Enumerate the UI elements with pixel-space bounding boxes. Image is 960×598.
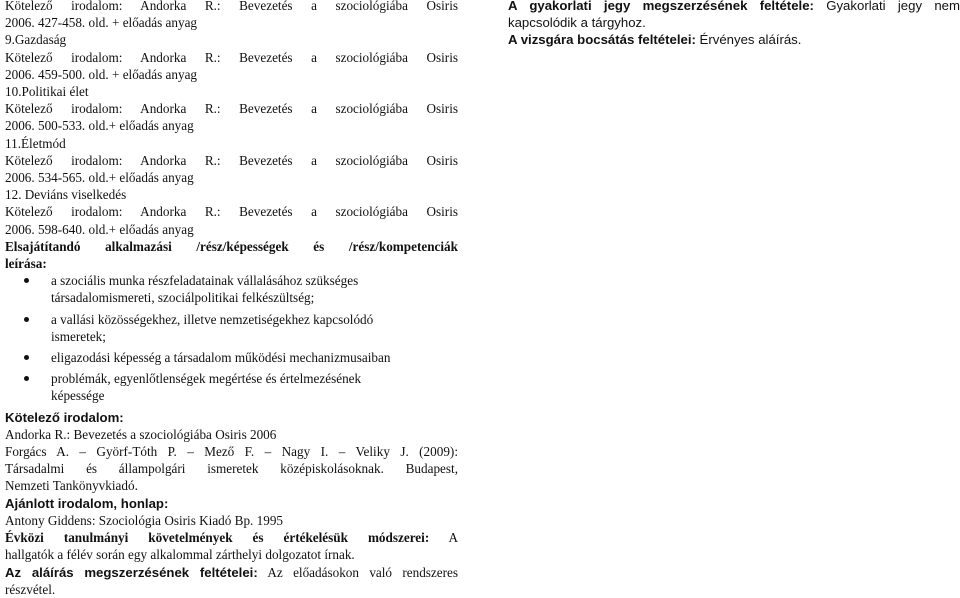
required-literature-item: Forgács A. – Györf-Tóth P. – Mező F. – Nagy I. – Veliky J. (2009): (5, 444, 458, 460)
competence-bullet-item (5, 370, 458, 404)
grade-condition-label: A gyakorlati jegy megszerzésének feltétele: (508, 0, 814, 13)
exam-admission-text: Érvényes aláírás. (695, 32, 802, 48)
topic-line: Kötelező irodalom: Andorka R.: Bevezetés a szociológiába Osiris (5, 0, 458, 13)
topic-line: 2006. 500-533. old.+ előadás anyag (5, 118, 194, 134)
required-literature-list (5, 426, 458, 495)
signature-conditions-line-2: részvétel. (5, 581, 56, 597)
grade-condition-text: Gyakorlati jegy nem (813, 0, 960, 13)
topic-line: 10.Politikai élet (5, 84, 89, 100)
competence-bullet-item (5, 349, 458, 366)
topic-line: 11.Életmód (5, 135, 66, 151)
study-requirements-label: Évközi tanulmányi követelmények és értékelésük módszerei: (5, 530, 430, 546)
topic-list (5, 0, 458, 238)
competence-bullet-item (5, 272, 458, 306)
exam-admission-label: A vizsgára bocsátás feltételei: (508, 32, 696, 48)
grade-condition-line-2: kapcsolódik a tárgyhoz. (508, 15, 646, 31)
recommended-literature-heading: Ajánlott irodalom, honlap: (5, 495, 169, 511)
required-literature-item: Társadalmi és állampolgári ismeretek középiskolásoknak. Budapest, (5, 461, 458, 477)
bullet-icon (24, 376, 29, 381)
topic-line: 2006. 534-565. old.+ előadás anyag (5, 170, 194, 186)
study-requirements-text: A (429, 530, 458, 546)
bullet-icon (24, 317, 29, 322)
bullet-text: eligazodási képesség a társadalom működési mechanizmusaiban (51, 350, 391, 366)
topic-line: Kötelező irodalom: Andorka R.: Bevezetés a szociológiába Osiris (5, 152, 458, 168)
bullet-text: a vallási közösségekhez, illetve nemzetiségekhez kapcsolódó ismeretek; (51, 311, 374, 344)
study-requirements-line (5, 529, 458, 546)
bullet-icon (24, 355, 29, 360)
competence-heading: Elsajátítandó alkalmazási /rész/képességek és /rész/kompetenciák (5, 238, 458, 254)
signature-conditions-label: Az aláírás megszerzésének feltételei: (5, 564, 258, 580)
competence-bullet-item (5, 311, 458, 345)
signature-conditions-line (5, 564, 458, 581)
bullet-text: a szociális munka részfeladatainak vállalásához szükséges társadalomismereti, szociálpolitikai felkészültség; (51, 273, 359, 306)
competence-heading-cont: leírása: (5, 256, 47, 272)
topic-line: Kötelező irodalom: Andorka R.: Bevezetés a szociológiába Osiris (5, 49, 458, 65)
signature-conditions-text: Az előadásokon való rendszeres (257, 564, 458, 580)
topic-line: 2006. 459-500. old. + előadás anyag (5, 66, 198, 82)
bullet-icon (24, 278, 29, 283)
recommended-literature-item: Antony Giddens: Szociológia Osiris Kiadó Bp. 1995 (5, 512, 284, 528)
bullet-text: problémák, egyenlőtlenségek megértése és értelmezésének képessége (51, 371, 362, 404)
required-literature-item: Andorka R.: Bevezetés a szociológiába Osiris 2006 (5, 426, 277, 442)
topic-line: 12. Deviáns viselkedés (5, 187, 127, 203)
exam-admission-line (508, 31, 960, 48)
topic-line: Kötelező irodalom: Andorka R.: Bevezetés a szociológiába Osiris (5, 204, 458, 220)
topic-line: 2006. 598-640. old.+ előadás anyag (5, 221, 194, 237)
study-requirements-line-2: hallgatók a félév során egy alkalommal zárthelyi dolgozatot írnak. (5, 547, 355, 563)
required-literature-item: Nemzeti Tankönyvkiadó. (5, 478, 138, 494)
topic-line: 9.Gazdaság (5, 32, 67, 48)
topic-line: Kötelező irodalom: Andorka R.: Bevezetés a szociológiába Osiris (5, 101, 458, 117)
right-column (508, 0, 960, 49)
left-column (5, 0, 458, 598)
grade-condition-line (508, 0, 960, 14)
competence-bullet-list (5, 272, 458, 404)
topic-line: 2006. 427-458. old. + előadás anyag (5, 15, 198, 31)
required-literature-heading: Kötelező irodalom: (5, 409, 124, 425)
